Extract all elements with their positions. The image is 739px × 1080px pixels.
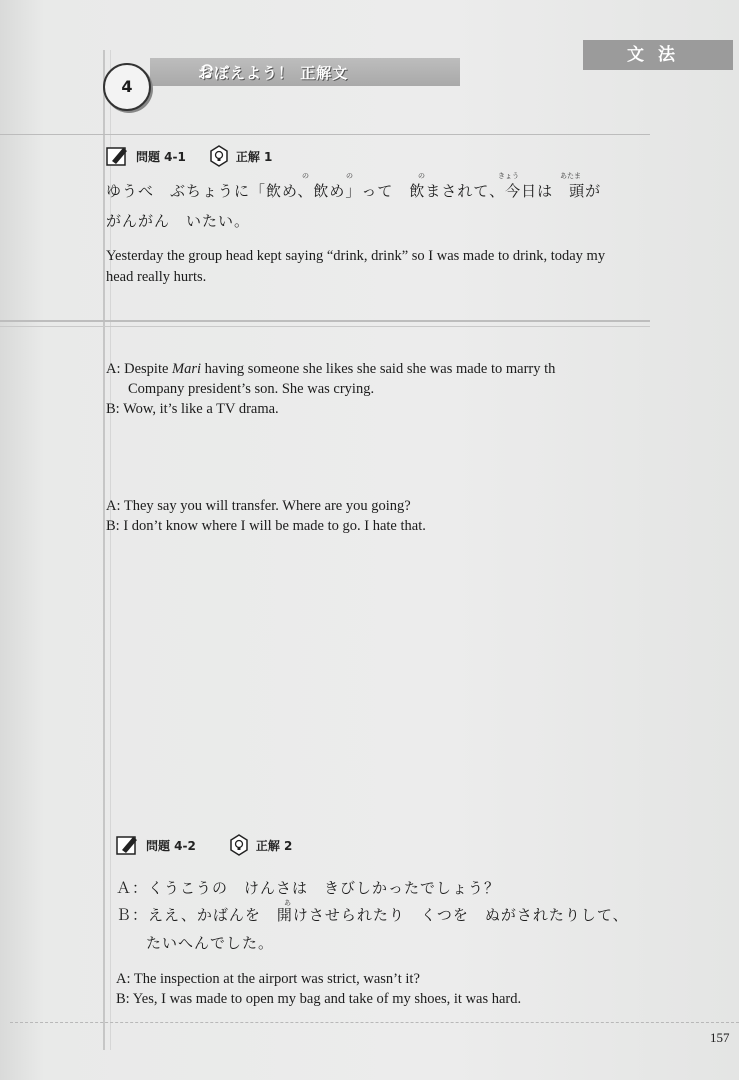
section-number-badge: 4 [103,63,151,111]
pencil-icon [116,834,140,856]
footer-dashed-rule [10,1022,739,1023]
page-number: 157 [710,1030,730,1045]
answer-bulb-icon [208,145,230,167]
jp-sentence-line2: がんがん いたい。 [106,212,251,230]
jp-sentence-line1: ゆうべ ぶちょうに「飲め、飲め」って 飲まされて、今日は 頭が [106,182,602,200]
section-tab: 文法 [583,40,733,70]
problem-marker-4-2 [116,834,292,856]
answer-bulb-icon [228,834,250,856]
divider [0,134,650,135]
dialog2-b-line: B: I don’t know where I will be made to go. I hate that. [106,518,426,534]
header-title: おぼえよう！ 正解文 [198,64,349,82]
name-mari: Mari [172,361,202,377]
double-divider [0,320,650,322]
pencil-icon [106,145,130,167]
ruby-kyou: きょう [498,172,519,180]
dialog2-a-line: A: They say you will transfer. Where are you going? [106,498,411,514]
en-translation-line2: head really hurts. [106,269,207,285]
jp-dialog-b2: たいへんでした。 [146,934,275,952]
problem-marker-4-1 [106,145,272,167]
dialog-b-line: B: Wow, it’s like a TV drama. [106,401,279,417]
jp-dialog-b1: Ｂ：ええ、かばんを 開けさせられたり くつを ぬがされたりして、 [116,906,629,924]
answer-label: 正解 2 [255,838,293,853]
en-dialog-b: B: Yes, I was made to open my bag and take of my shoes, it was hard. [116,991,522,1007]
dialog-a-line1 [106,359,555,380]
double-divider-lower [0,326,650,327]
answer-label: 正解 1 [235,149,273,164]
dialog-a-rest: having someone she likes she said she was made to marry th [201,361,556,377]
ruby-nome1: の [302,172,309,180]
jp-dialog-a: Ａ：くうこうの けんさは きびしかったでしょう？ [116,879,501,897]
margin-rule [103,50,105,1050]
dialog-a-prefix: A: Despite [106,361,173,377]
dialog-a-line2: Company president’s son. She was crying. [128,381,375,397]
en-dialog-a: A: The inspection at the airport was strict, wasn’t it? [116,971,420,987]
problem-label: 問題 4-2 [146,838,196,853]
ruby-hirake: あ [284,899,291,907]
ruby-nome2: の [346,172,353,180]
ruby-atama: あたま [560,172,581,180]
problem-label: 問題 4-1 [136,149,186,164]
ruby-noma: の [418,172,425,180]
en-translation-line1: Yesterday the group head kept saying “drink, drink” so I was made to drink, today my [106,248,606,264]
